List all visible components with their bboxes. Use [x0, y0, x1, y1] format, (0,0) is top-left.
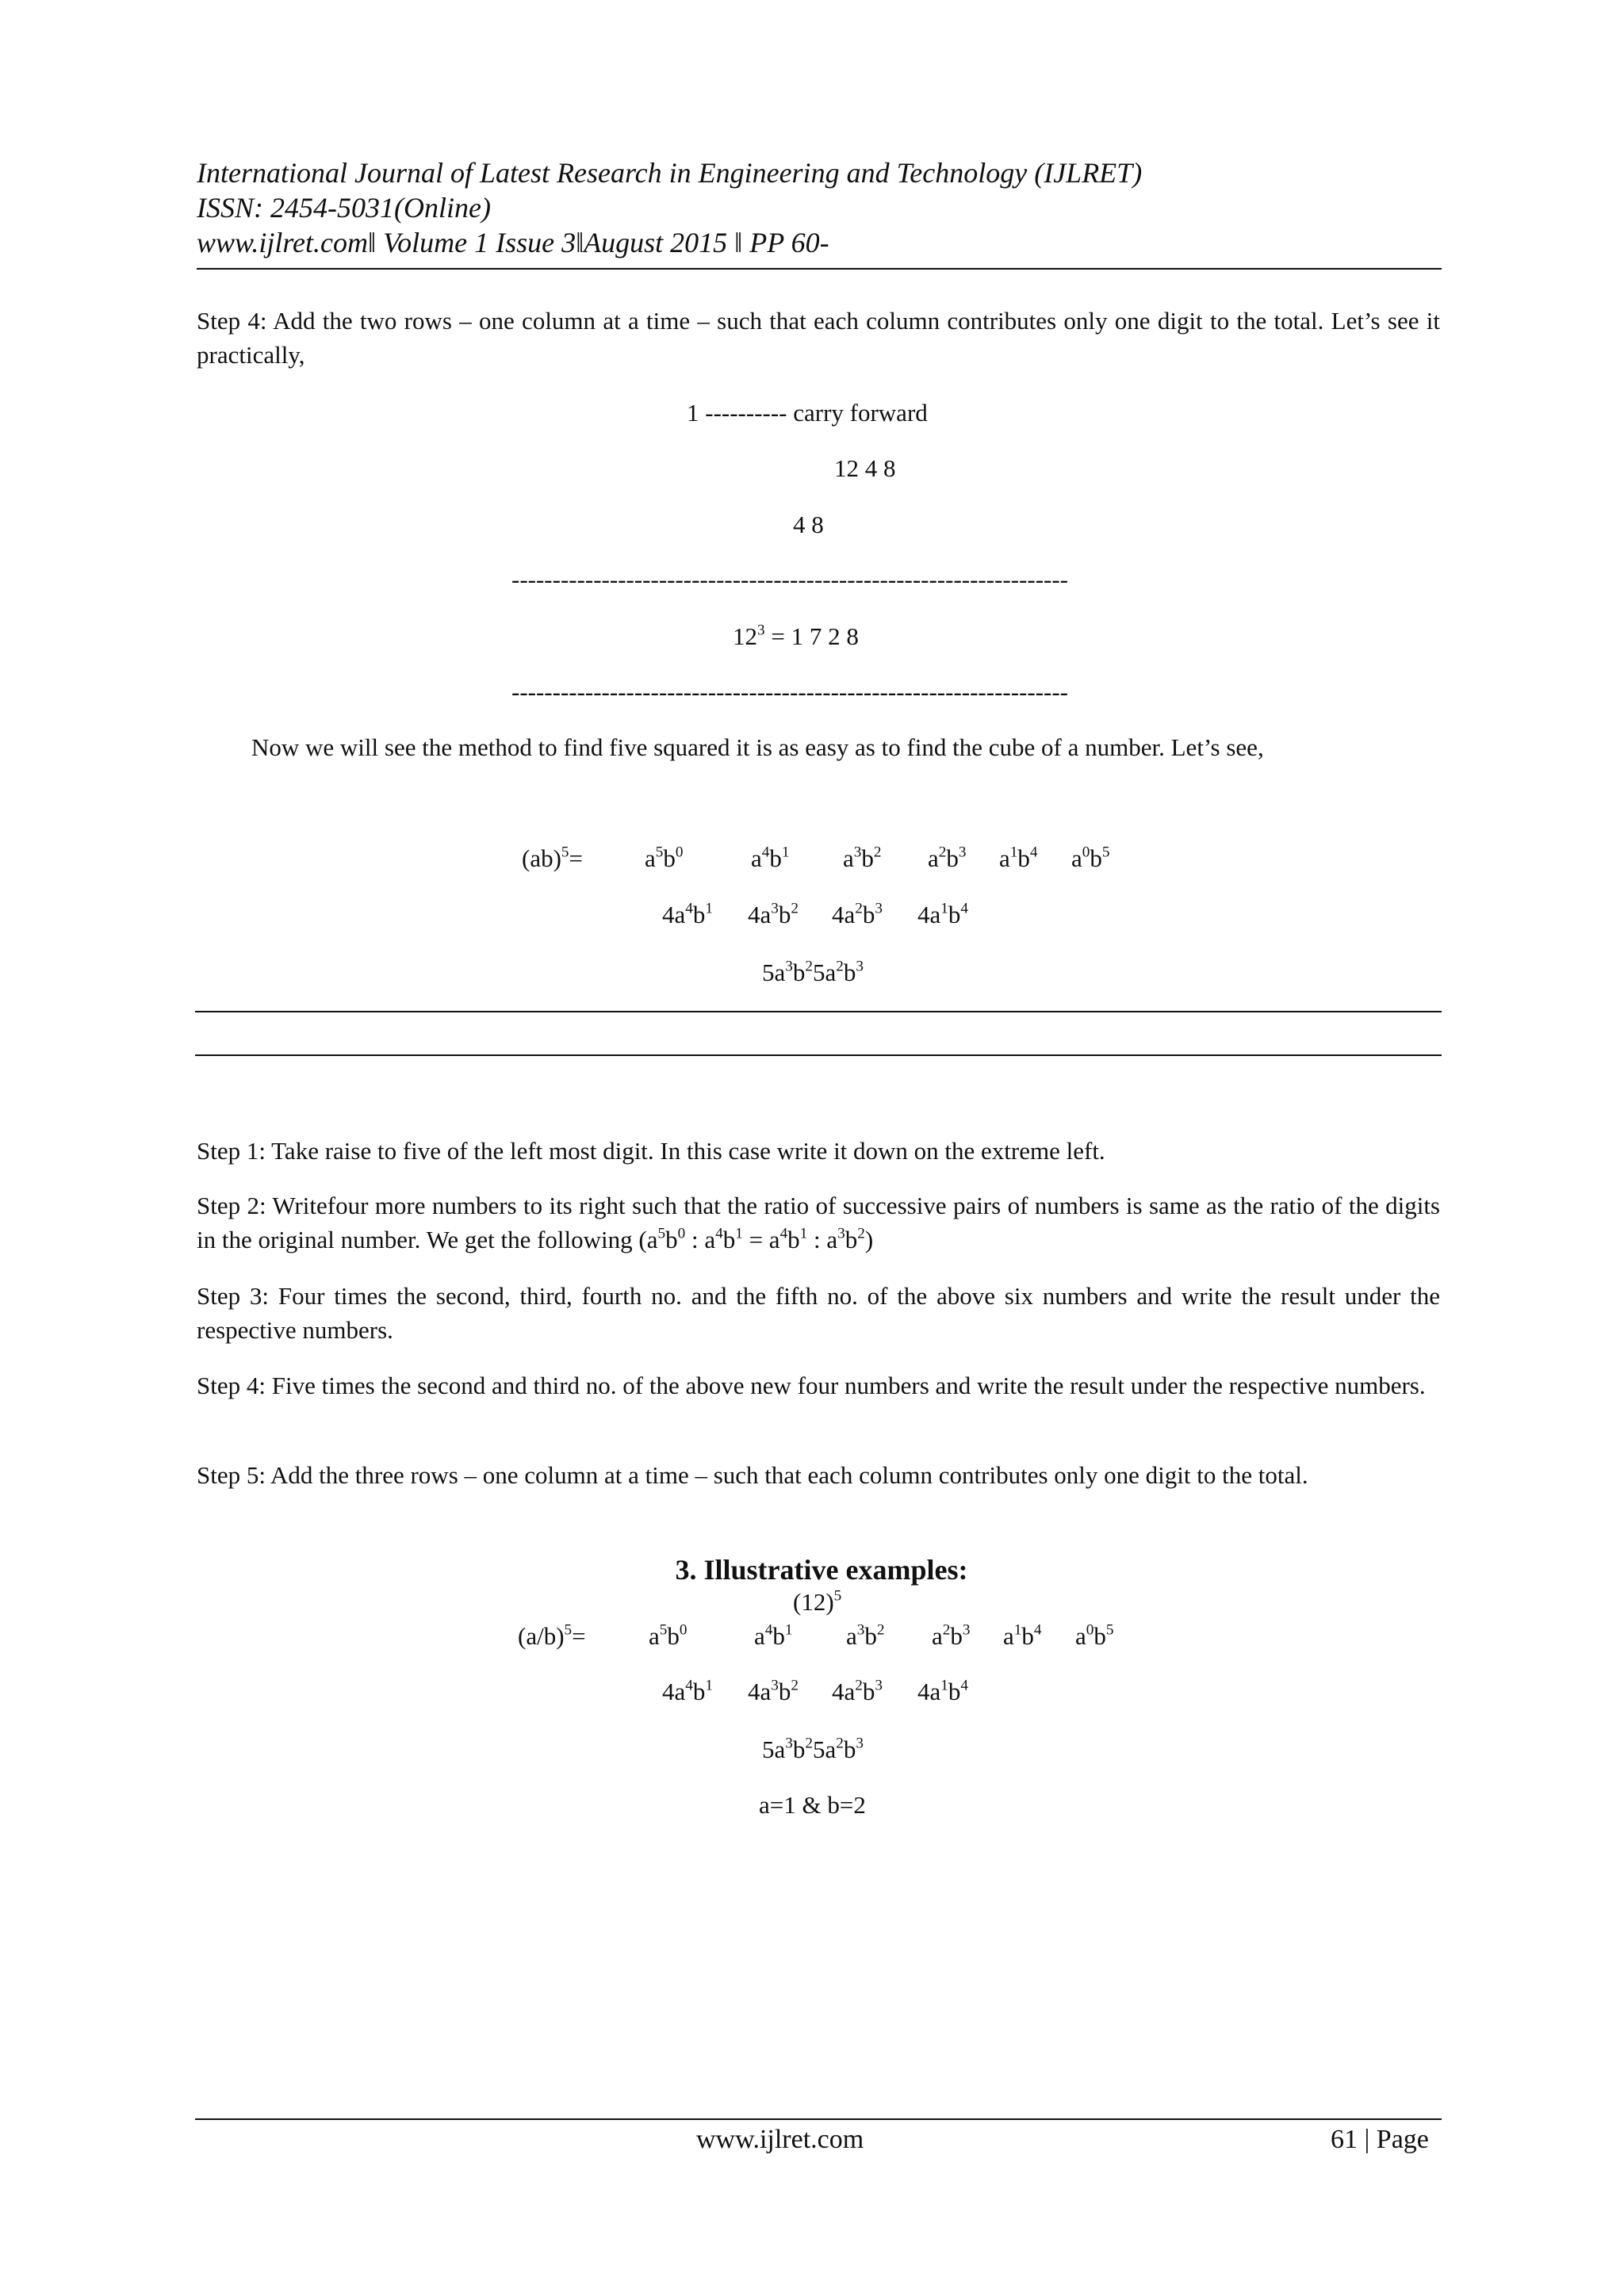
- ex-term-4a3b2: $4a^3b^2$: [748, 1677, 799, 1705]
- lhs-equals: =: [569, 844, 583, 872]
- term-4a1b4: $4a^1b^4$: [917, 900, 968, 928]
- ex-term-a4b1: $a^4b^1$: [754, 1621, 793, 1650]
- result-value: = 1 7 2 8: [771, 622, 859, 650]
- ex-term-a2b3: $a^2b^3$: [932, 1621, 971, 1650]
- step2-paragraph: Step 2: Writefour more numbers to its right such that the ratio of successive pairs of numbers is same as the ratio of the digits in the original number. We get the following ($a^5b^0$ : $a^4b^1 = a^4b^1$ : $a^3b^2$): [197, 1192, 1440, 1253]
- ex-term-4a2b3: $4a^2b^3$: [832, 1677, 883, 1705]
- journal-volume: www.ijlret.com‖ Volume 1 Issue 3‖August 2015 ‖ PP 60-: [197, 227, 829, 258]
- journal-header: [197, 155, 1142, 260]
- step5-paragraph: Step 5: Add the three rows – one column at a time – such that each column contributes only one digit to the total.: [197, 1461, 1308, 1489]
- journal-title: International Journal of Latest Research in Engineering and Technology (IJLRET): [197, 157, 1143, 189]
- expansion-lhs: [522, 842, 583, 876]
- ex-term-a5b0: $a^5b^0$: [649, 1621, 688, 1650]
- term-a3b2: $a^3b^2$: [843, 844, 882, 872]
- example-base: (12): [793, 1588, 834, 1616]
- ex-term-a3b2: $a^3b^2$: [846, 1621, 885, 1650]
- result-exponent: 3: [757, 622, 765, 639]
- term-a5b0: $a^5b^0$: [645, 844, 684, 872]
- dash-line-bottom: --------------------------------------------------------------------: [511, 678, 1068, 706]
- step2-text: Step 2: Writefour more numbers to its right such that the ratio of successive pairs of numbers is same as the ratio of the digits in the original number. We get the following (a: [197, 1192, 1440, 1253]
- step4-paragraph: Step 4: Add the two rows – one column at a time – such that each column contributes only one digit to the total. Let’s see it practically,: [197, 307, 1440, 369]
- example-exponent: 5: [833, 1587, 842, 1605]
- term-a4b1: $a^4b^1$: [751, 844, 790, 872]
- term-a1b4: $a^1b^4$: [999, 844, 1038, 872]
- cube-result: [733, 620, 859, 654]
- result-base: 12: [733, 622, 757, 650]
- example-values: a=1 & b=2: [759, 1791, 866, 1819]
- example-lhs-base: (a/b): [518, 1622, 565, 1650]
- ex-term-4a1b4: $4a^1b^4$: [917, 1677, 968, 1705]
- intro-fifth-power: Now we will see the method to find five squared it is as easy as to find the cube of a number. Let’s see,: [251, 733, 1264, 761]
- term-4a2b3: $4a^2b^3$: [832, 900, 883, 928]
- term-5a3b2-5a2b3: $5a^3b^25a^2b^3$: [762, 958, 864, 986]
- sum-row-1: 12 4 8: [834, 454, 896, 482]
- step3-paragraph: Step 3: Four times the second, third, fourth no. and the fifth no. of the above six numbers and write the result under the respective numbers.: [197, 1282, 1440, 1344]
- example-lhs-equals: =: [572, 1622, 586, 1650]
- sum-row-2: 4 8: [793, 511, 824, 538]
- section-rule-2: [195, 1054, 1442, 1056]
- header-rule: [197, 268, 1442, 270]
- term-4a3b2: $4a^3b^2$: [748, 900, 799, 928]
- carry-line: 1 ---------- carry forward: [687, 399, 928, 427]
- journal-issn: ISSN: 2454-5031(Online): [197, 192, 491, 224]
- example-lhs-exponent: 5: [564, 1621, 573, 1639]
- lhs-exponent: 5: [561, 844, 569, 861]
- example-lhs: [518, 1620, 586, 1654]
- footer-page-number: 61 | Page: [1331, 2125, 1429, 2154]
- term-a2b3: $a^2b^3$: [928, 844, 967, 872]
- step1-paragraph: Step 1: Take raise to five of the left most digit. In this case write it down on the extreme left.: [197, 1137, 1105, 1165]
- term-a0b5: $a^0b^5$: [1071, 844, 1110, 872]
- term-4a4b1: $4a^4b^1$: [662, 900, 713, 928]
- ex-term-a1b4: $a^1b^4$: [1003, 1621, 1042, 1650]
- example-number: [793, 1586, 841, 1620]
- ex-term-a0b5: $a^0b^5$: [1075, 1621, 1114, 1650]
- footer-site: www.ijlret.com: [696, 2125, 864, 2154]
- ex-term-5a3b2-5a2b3: $5a^3b^25a^2b^3$: [762, 1735, 864, 1763]
- section-rule-1: [195, 1011, 1442, 1012]
- illustrative-heading: 3. Illustrative examples:: [675, 1554, 968, 1586]
- ex-term-4a4b1: $4a^4b^1$: [662, 1677, 713, 1705]
- lhs-base: (ab): [522, 844, 561, 872]
- footer-rule: [195, 2118, 1442, 2120]
- dash-line-top: --------------------------------------------------------------------: [511, 565, 1068, 593]
- step4b-paragraph: Step 4: Five times the second and third no. of the above new four numbers and write the result under the respective numbers.: [197, 1372, 1426, 1399]
